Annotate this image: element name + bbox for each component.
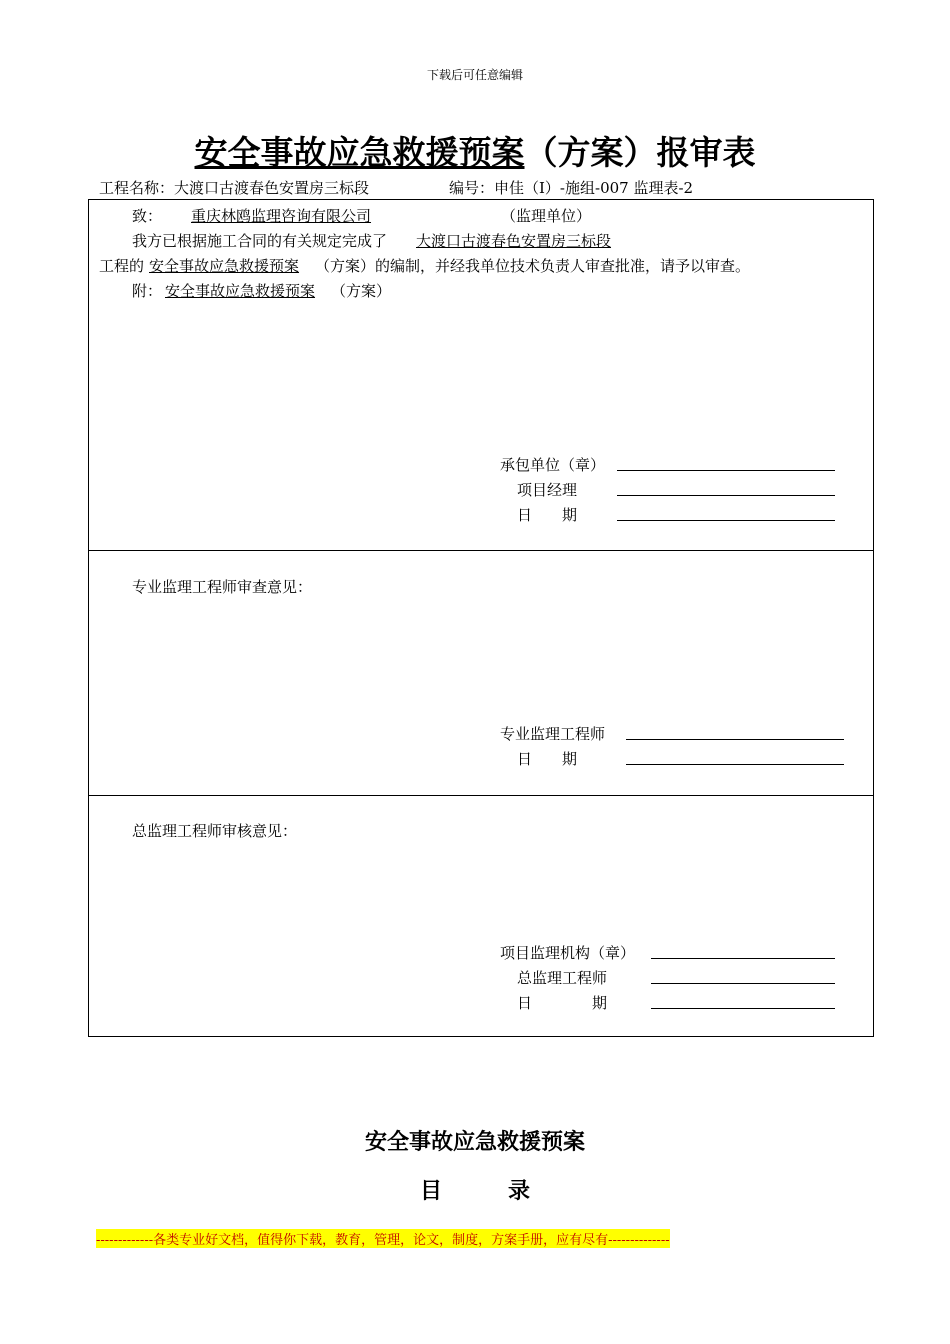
attachment-value: 安全事故应急救援预案 bbox=[165, 282, 316, 300]
specialist-engineer-label: 专业监理工程师 bbox=[500, 725, 606, 743]
form-number: 编号：申佳（I）-施组-007 监理表-2 bbox=[449, 179, 694, 197]
date-label-1: 日 期 bbox=[517, 506, 578, 524]
supervision-unit-suffix: （监理单位） bbox=[501, 207, 592, 225]
toc-title: 目 录 bbox=[419, 1178, 530, 1204]
specialist-review-label: 专业监理工程师审查意见： bbox=[132, 578, 313, 596]
header-note: 下载后可任意编辑 bbox=[426, 68, 523, 82]
section-divider-2 bbox=[89, 795, 873, 796]
attachment-suffix: （方案） bbox=[331, 282, 392, 300]
attachment-label: 附： bbox=[132, 282, 163, 300]
supervision-unit: 重庆林鸥监理咨询有限公司 bbox=[191, 207, 372, 225]
supervision-org-seal-line bbox=[651, 958, 835, 959]
date-label-3: 日 期 bbox=[517, 994, 608, 1012]
project-manager-label: 项目经理 bbox=[517, 481, 578, 499]
review-form bbox=[88, 199, 874, 1037]
document-title: 安全事故应急救援预案 bbox=[364, 1129, 585, 1155]
date-line-3 bbox=[651, 1008, 835, 1009]
title-suffix: （方案）报审表 bbox=[524, 133, 756, 172]
statement-line1: 我方已根据施工合同的有关规定完成了 bbox=[132, 232, 388, 250]
chief-review-label: 总监理工程师审核意见： bbox=[132, 822, 298, 840]
project-name: 工程名称：大渡口古渡春色安置房三标段 bbox=[99, 179, 370, 197]
section-divider-1 bbox=[89, 550, 873, 551]
date-line-2 bbox=[626, 764, 844, 765]
statement-line2-post: （方案）的编制，并经我单位技术负责人审查批准，请予以审查。 bbox=[315, 257, 751, 275]
project-value: 大渡口古渡春色安置房三标段 bbox=[416, 232, 612, 250]
chief-engineer-label: 总监理工程师 bbox=[517, 969, 608, 987]
project-manager-line bbox=[617, 495, 835, 496]
page-title bbox=[0, 127, 950, 174]
date-line-1 bbox=[617, 520, 835, 521]
contractor-seal-line bbox=[617, 470, 835, 471]
supervision-org-seal-label: 项目监理机构（章） bbox=[500, 944, 636, 962]
plan-name: 安全事故应急救援预案 bbox=[149, 257, 300, 275]
title-main: 安全事故应急救援预案 bbox=[194, 133, 525, 172]
footer-banner: -------------各类专业好文档，值得你下载，教育，管理，论文，制度，方案手册，应有尽有-------------- bbox=[96, 1229, 670, 1248]
to-label: 致： bbox=[132, 207, 163, 225]
date-label-2: 日 期 bbox=[517, 750, 578, 768]
contractor-seal-label: 承包单位（章） bbox=[500, 456, 606, 474]
specialist-engineer-line bbox=[626, 739, 844, 740]
statement-line2-pre: 工程的 bbox=[99, 257, 145, 275]
chief-engineer-line bbox=[651, 983, 835, 984]
